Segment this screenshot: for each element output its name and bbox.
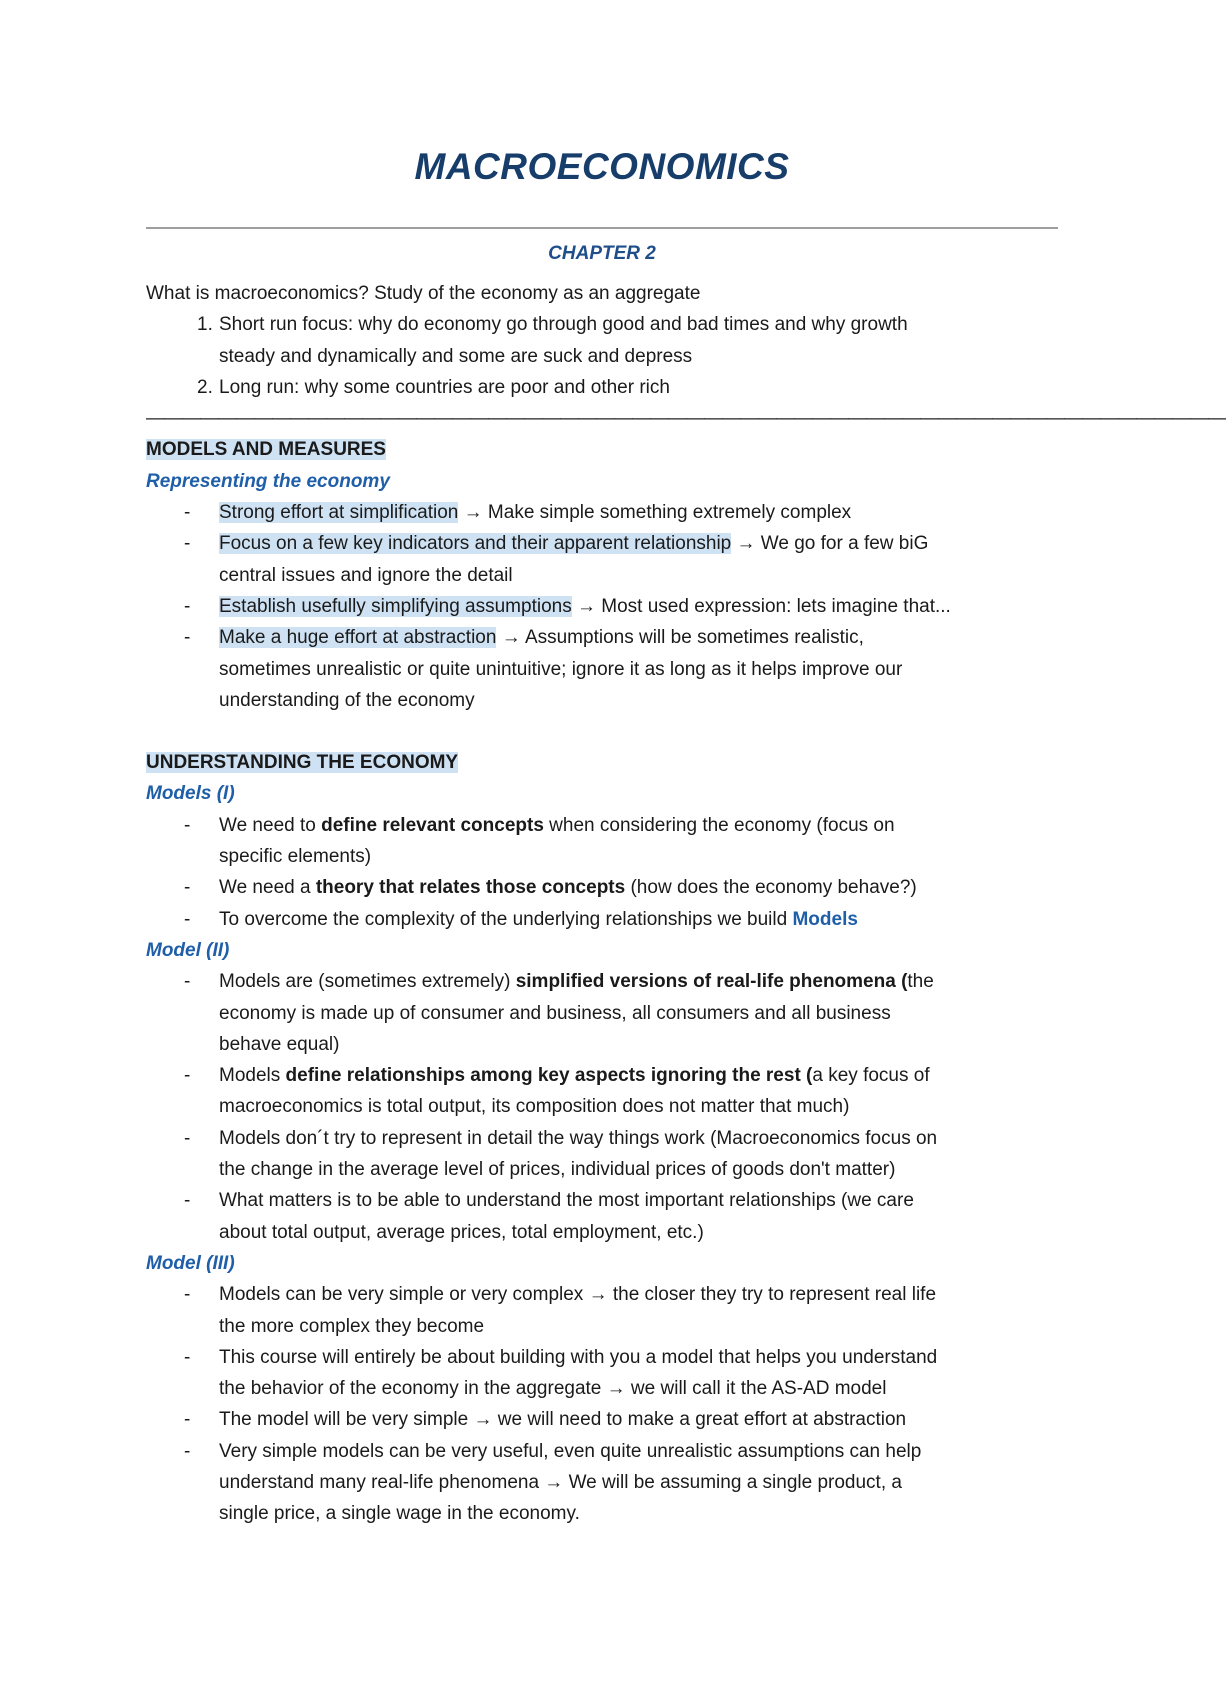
- bullet-item: - This course will entirely be about building with you a model that helps you understand the behavior of the economy in the aggregate → we will call it the AS-AD model: [146, 1342, 1058, 1405]
- bullet-dash: -: [184, 1440, 191, 1462]
- bullet-dash: -: [184, 595, 191, 617]
- highlighted-text: Focus on a few key indicators and their apparent relationship: [219, 533, 732, 555]
- bullet-dash: -: [184, 971, 191, 993]
- bullet-item: - We need a theory that relates those concepts (how does the economy behave?): [146, 872, 1058, 903]
- bullet-item: - Models can be very simple or very complex → the closer they try to represent real life the more complex they become: [146, 1279, 1058, 1342]
- bullet-item: - Models don´t try to represent in detail the way things work (Macroeconomics focus on the change in the average level of prices, individual prices of goods don't matter): [146, 1123, 1058, 1186]
- subsection-heading: Models (I): [146, 783, 235, 805]
- document-body: [146, 278, 1226, 1530]
- section-heading: MODELS AND MEASURES: [146, 439, 386, 461]
- list-text: Short run focus: why do economy go through good and bad times and why growth: [219, 314, 908, 336]
- list-text: Long run: why some countries are poor and other rich: [219, 376, 670, 398]
- subsection-heading: Representing the economy: [146, 470, 390, 492]
- bullet-dash: -: [184, 1409, 191, 1431]
- bullet-dash: -: [184, 1346, 191, 1368]
- bullet-dash: -: [184, 877, 191, 899]
- bullet-item: - Strong effort at simplification → Make simple something extremely complex: [146, 497, 1058, 528]
- bullet-item: - What matters is to be able to understand the most important relationships (we care about total output, average prices, total employment, etc.): [146, 1185, 1058, 1248]
- intro-line: What is macroeconomics? Study of the economy as an aggregate: [146, 283, 701, 304]
- bullet-item: - We need to define relevant concepts when considering the economy (focus on specific elements): [146, 810, 1058, 873]
- highlighted-text: Establish usefully simplifying assumptions: [219, 595, 572, 617]
- subsection-heading: Model (III): [146, 1252, 235, 1274]
- bold-text: define relationships among key aspects ignoring the rest (: [285, 1065, 813, 1087]
- bullet-item: - Establish usefully simplifying assumptions → Most used expression: lets imagine that...: [146, 591, 1058, 622]
- bullet-item: - The model will be very simple → we will need to make a great effort at abstraction: [146, 1404, 1058, 1435]
- bullet-dash: -: [184, 1065, 191, 1087]
- document-title: MACROECONOMICS: [414, 146, 790, 187]
- chapter-heading: CHAPTER 2: [548, 243, 656, 264]
- bullet-dash: -: [184, 1190, 191, 1212]
- bullet-item: - To overcome the complexity of the underlying relationships we build Models: [146, 904, 1058, 935]
- bold-text: theory that relates those concepts: [315, 877, 626, 899]
- bullet-dash: -: [184, 1284, 191, 1306]
- list-number: 2.: [197, 376, 213, 398]
- bullet-dash: -: [184, 502, 191, 524]
- bullet-item: - Models define relationships among key aspects ignoring the rest (a key focus of macroeconomics is total output, its composition does not matter that much): [146, 1060, 1058, 1123]
- list-item: [146, 309, 1058, 372]
- bold-text: simplified versions of real-life phenomena (: [515, 971, 908, 993]
- bullet-dash: -: [184, 908, 191, 930]
- section-separator: ————————————————————————————————————————————————————————————: [146, 408, 1226, 430]
- highlighted-text: Make a huge effort at abstraction: [219, 627, 497, 649]
- subsection-heading: Model (II): [146, 939, 230, 961]
- list-text: steady and dynamically and some are suck and depress: [219, 345, 693, 367]
- list-item: [146, 372, 1058, 403]
- bold-text: define relevant concepts: [321, 814, 544, 836]
- bullet-dash: -: [184, 627, 191, 649]
- bullet-dash: -: [184, 533, 191, 555]
- bullet-dash: -: [184, 1127, 191, 1149]
- models-keyword: Models: [792, 908, 858, 930]
- bullet-dash: -: [184, 814, 191, 836]
- title-divider: [146, 227, 1058, 229]
- bullet-item: - Very simple models can be very useful, even quite unrealistic assumptions can help understand many real-life phenomena → We will be assuming a single product, a single price, a single wage in the economy.: [146, 1436, 1058, 1530]
- bullet-item: - Focus on a few key indicators and their apparent relationship → We go for a few biG central issues and ignore the detail: [146, 528, 1058, 591]
- bullet-item: - Models are (sometimes extremely) simplified versions of real-life phenomena (the economy is made up of consumer and business, all consumers and all business behave equal): [146, 966, 1058, 1060]
- bullet-item: - Make a huge effort at abstraction → Assumptions will be sometimes realistic, sometimes unrealistic or quite unintuitive; ignore it as long as it helps improve our understanding of the economy: [146, 622, 1058, 716]
- list-number: 1.: [197, 314, 213, 336]
- section-heading: UNDERSTANDING THE ECONOMY: [146, 752, 459, 774]
- highlighted-text: Strong effort at simplification: [219, 502, 459, 524]
